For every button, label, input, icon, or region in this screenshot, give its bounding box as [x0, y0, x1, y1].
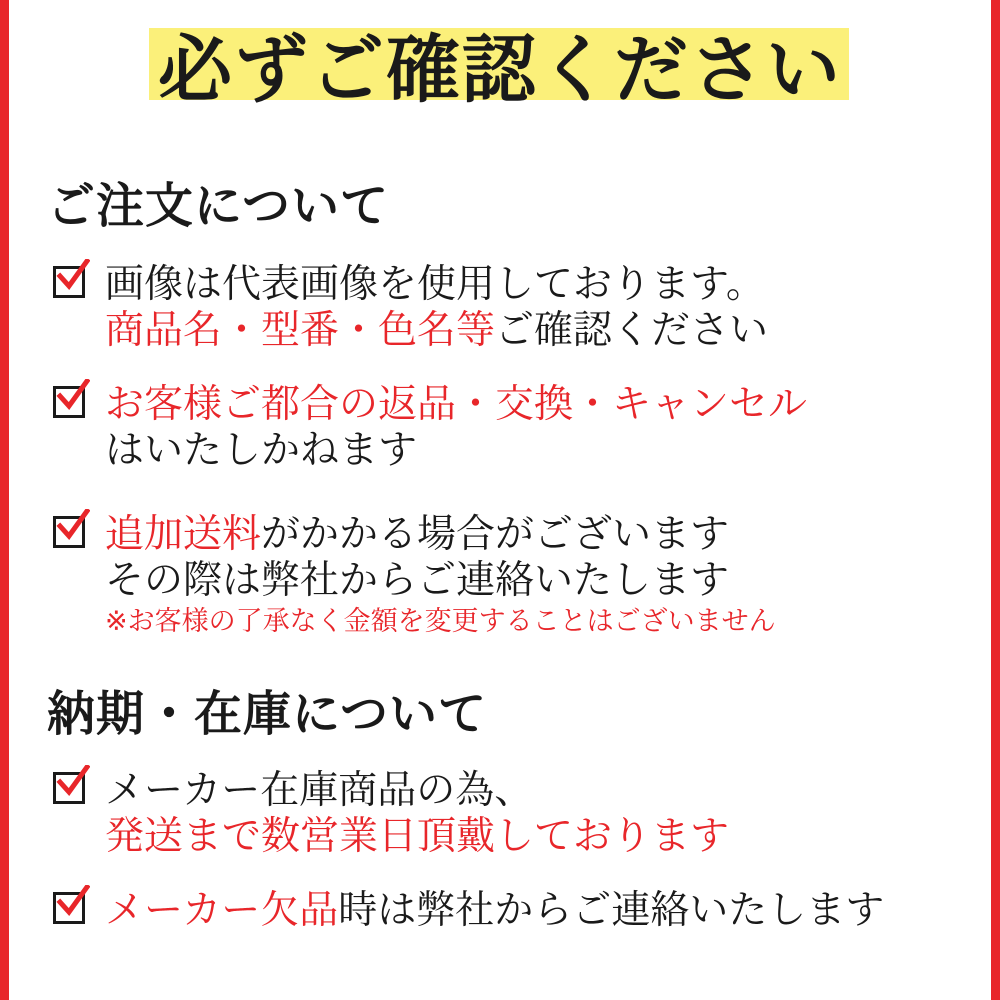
right-border-accent: [991, 0, 1000, 1000]
item-line: 画像は代表画像を使用しております。: [105, 262, 765, 307]
section-heading-delivery: 納期・在庫について: [47, 686, 488, 742]
item-line: 発送まで数営業日頂戴しております: [105, 814, 730, 860]
left-border-accent: [0, 0, 9, 1000]
checkbox-checked-icon: [53, 386, 91, 424]
item-line-emphasis: 追加送料: [105, 512, 262, 557]
item-note: ※お客様の了承なく金額を変更することはございません: [105, 606, 776, 638]
item-line-emphasis: 商品名・型番・色名等: [105, 308, 496, 354]
item-line: [105, 308, 983, 354]
checklist-item: [53, 262, 983, 354]
item-line: その際は弊社からご連絡いたします: [105, 558, 730, 604]
checklist-item: [53, 768, 983, 860]
notice-page: [9, 0, 991, 1000]
item-line: はいたしかねます: [105, 428, 418, 474]
item-line: [105, 512, 983, 558]
item-line-rest: ご確認ください: [495, 308, 769, 354]
item-line: お客様ご都合の返品・交換・キャンセル: [105, 382, 808, 427]
item-line: メーカー在庫商品の為、: [105, 768, 534, 813]
checklist-item: [53, 382, 983, 474]
checklist-item: [53, 888, 983, 934]
checkbox-checked-icon: [53, 892, 91, 930]
checkbox-checked-icon: [53, 266, 91, 304]
item-line-emphasis: メーカー欠品: [105, 888, 339, 933]
item-line-rest: 時は弊社からご連絡いたします: [338, 888, 885, 933]
page-title: 必ずご確認ください: [158, 27, 842, 113]
checkbox-checked-icon: [53, 772, 91, 810]
item-line: [105, 888, 983, 934]
checkbox-checked-icon: [53, 516, 91, 554]
item-line-rest: がかかる場合がございます: [261, 512, 730, 557]
checklist-item: [53, 512, 983, 639]
page-title-wrap: [9, 27, 991, 113]
section-heading-orders: ご注文について: [47, 178, 390, 234]
